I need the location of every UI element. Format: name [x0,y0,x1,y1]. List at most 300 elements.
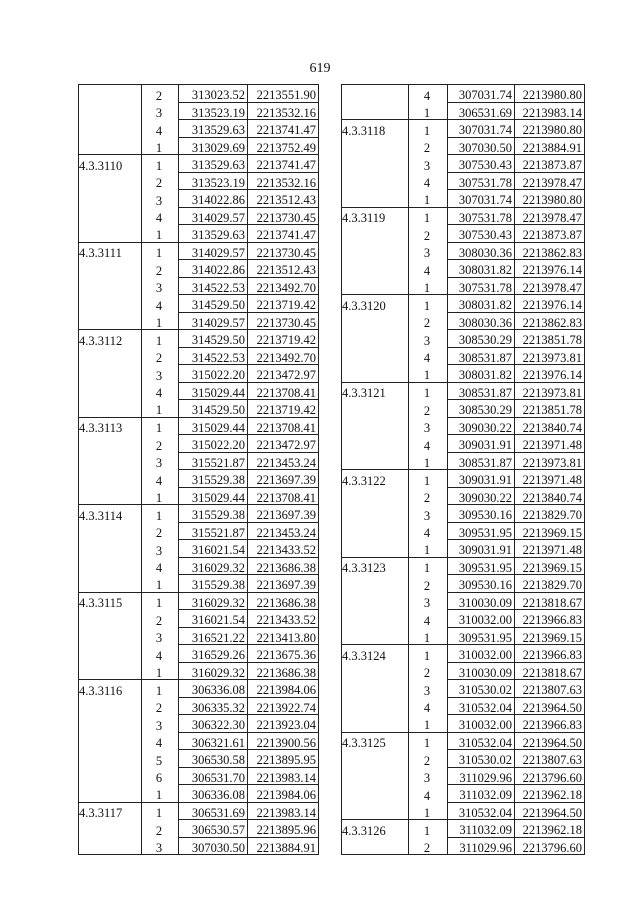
table-row [79,820,319,838]
y-coordinate-cell: 2213719.42 [248,400,319,418]
y-coordinate-cell: 2213433.52 [248,540,319,558]
y-coordinate-cell: 2213969.15 [515,627,585,645]
y-coordinate-cell: 2213730.45 [248,242,319,260]
x-coordinate-cell: 306530.57 [179,820,248,838]
y-coordinate-cell: 2213807.63 [515,750,585,768]
table-row [342,802,585,820]
x-coordinate-cell: 308531.87 [448,347,515,365]
x-coordinate-cell: 310032.00 [448,715,515,733]
parcel-id-cell [342,715,409,733]
x-coordinate-cell: 308530.29 [448,400,515,418]
y-coordinate-cell: 2213980.80 [515,85,585,103]
point-number-cell: 1 [142,662,179,680]
x-coordinate-cell: 313523.19 [179,102,248,120]
x-coordinate-cell: 310032.00 [448,645,515,663]
y-coordinate-cell: 2213895.96 [248,820,319,838]
y-coordinate-cell: 2213973.81 [515,347,585,365]
x-coordinate-cell: 306336.08 [179,785,248,803]
table-row [79,85,319,103]
x-coordinate-cell: 308031.82 [448,295,515,313]
x-coordinate-cell: 307531.78 [448,172,515,190]
y-coordinate-cell: 2213851.78 [515,330,585,348]
point-number-cell: 3 [142,837,179,855]
x-coordinate-cell: 310530.02 [448,750,515,768]
parcel-id-cell [79,627,142,645]
parcel-id-cell [342,347,409,365]
y-coordinate-cell: 2213862.83 [515,242,585,260]
table-row [342,697,585,715]
point-number-cell: 3 [142,365,179,383]
y-coordinate-cell: 2213697.39 [248,575,319,593]
table-row [79,382,319,400]
parcel-id-cell [79,837,142,855]
point-number-cell: 4 [409,697,448,715]
table-row [79,715,319,733]
x-coordinate-cell: 314529.50 [179,400,248,418]
point-number-cell: 1 [142,487,179,505]
x-coordinate-cell: 307530.43 [448,155,515,173]
x-coordinate-cell: 310030.09 [448,592,515,610]
table-row [342,277,585,295]
point-number-cell: 1 [142,330,179,348]
point-number-cell: 1 [142,225,179,243]
point-number-cell: 3 [142,452,179,470]
table-row [342,627,585,645]
table-row [79,505,319,523]
y-coordinate-cell: 2213697.39 [248,505,319,523]
parcel-id-cell [342,452,409,470]
table-row [342,102,585,120]
x-coordinate-cell: 307030.50 [179,837,248,855]
parcel-id-cell [79,225,142,243]
parcel-id-cell: 4.3.3121 [342,382,409,400]
point-number-cell: 2 [409,137,448,155]
point-number-cell: 3 [409,592,448,610]
parcel-id-cell [79,85,142,103]
x-coordinate-cell: 309031.91 [448,470,515,488]
point-number-cell: 1 [409,732,448,750]
y-coordinate-cell: 2213472.97 [248,435,319,453]
parcel-id-cell [342,260,409,278]
point-number-cell: 1 [142,785,179,803]
point-number-cell: 3 [409,155,448,173]
y-coordinate-cell: 2213829.70 [515,505,585,523]
point-number-cell: 1 [142,575,179,593]
point-number-cell: 4 [409,260,448,278]
table-row [342,470,585,488]
y-coordinate-cell: 2213453.24 [248,452,319,470]
y-coordinate-cell: 2213697.39 [248,470,319,488]
table-row [79,802,319,820]
point-number-cell: 1 [142,417,179,435]
parcel-id-cell [79,365,142,383]
table-row [79,225,319,243]
table-row [79,120,319,138]
point-number-cell: 3 [142,540,179,558]
y-coordinate-cell: 2213730.45 [248,207,319,225]
x-coordinate-cell: 308531.87 [448,452,515,470]
x-coordinate-cell: 309530.16 [448,575,515,593]
table-row [342,785,585,803]
point-number-cell: 4 [142,207,179,225]
y-coordinate-cell: 2213829.70 [515,575,585,593]
x-coordinate-cell: 314522.53 [179,277,248,295]
table-row [79,435,319,453]
y-coordinate-cell: 2213818.67 [515,592,585,610]
y-coordinate-cell: 2213532.16 [248,102,319,120]
point-number-cell: 1 [409,715,448,733]
x-coordinate-cell: 309031.91 [448,540,515,558]
parcel-id-cell [342,417,409,435]
table-row [342,592,585,610]
x-coordinate-cell: 307531.78 [448,207,515,225]
parcel-id-cell [342,85,409,103]
x-coordinate-cell: 315521.87 [179,522,248,540]
point-number-cell: 2 [142,820,179,838]
x-coordinate-cell: 306335.32 [179,697,248,715]
y-coordinate-cell: 2213964.50 [515,732,585,750]
parcel-id-cell [342,190,409,208]
table-row [342,85,585,103]
y-coordinate-cell: 2213973.81 [515,382,585,400]
point-number-cell: 2 [409,837,448,855]
point-number-cell: 2 [142,85,179,103]
parcel-id-cell: 4.3.3117 [79,802,142,820]
y-coordinate-cell: 2213686.38 [248,592,319,610]
x-coordinate-cell: 308531.87 [448,382,515,400]
table-row [79,470,319,488]
point-number-cell: 1 [409,470,448,488]
point-number-cell: 1 [142,155,179,173]
parcel-id-cell [79,102,142,120]
parcel-id-cell [79,137,142,155]
parcel-id-cell: 4.3.3124 [342,645,409,663]
table-row [342,715,585,733]
parcel-id-cell [342,785,409,803]
parcel-id-cell [342,172,409,190]
y-coordinate-cell: 2213492.70 [248,347,319,365]
y-coordinate-cell: 2213551.90 [248,85,319,103]
x-coordinate-cell: 314022.86 [179,260,248,278]
parcel-id-cell [79,697,142,715]
x-coordinate-cell: 311032.09 [448,820,515,838]
y-coordinate-cell: 2213840.74 [515,417,585,435]
point-number-cell: 2 [409,312,448,330]
x-coordinate-cell: 313529.63 [179,120,248,138]
x-coordinate-cell: 315529.38 [179,470,248,488]
parcel-id-cell [342,102,409,120]
y-coordinate-cell: 2213978.47 [515,277,585,295]
point-number-cell: 3 [142,277,179,295]
table-row [342,155,585,173]
point-number-cell: 3 [409,417,448,435]
point-number-cell: 1 [409,627,448,645]
parcel-id-cell: 4.3.3126 [342,820,409,838]
point-number-cell: 2 [142,435,179,453]
x-coordinate-cell: 314029.57 [179,312,248,330]
page-number: 619 [309,61,331,76]
x-coordinate-cell: 315029.44 [179,417,248,435]
table-row [79,540,319,558]
table-row [79,522,319,540]
table-row [79,837,319,855]
parcel-id-cell [79,785,142,803]
y-coordinate-cell: 2213971.48 [515,540,585,558]
parcel-id-cell [342,522,409,540]
point-number-cell: 4 [409,347,448,365]
parcel-id-cell [79,435,142,453]
x-coordinate-cell: 314022.86 [179,190,248,208]
table-row [342,505,585,523]
y-coordinate-cell: 2213884.91 [515,137,585,155]
table-row [342,295,585,313]
table-row [79,155,319,173]
parcel-id-cell [342,400,409,418]
parcel-id-cell [79,172,142,190]
x-coordinate-cell: 310532.04 [448,697,515,715]
point-number-cell: 1 [142,242,179,260]
x-coordinate-cell: 309531.95 [448,522,515,540]
table-row [79,417,319,435]
parcel-id-cell [342,680,409,698]
parcel-id-cell [79,575,142,593]
point-number-cell: 1 [409,120,448,138]
x-coordinate-cell: 306530.58 [179,750,248,768]
point-number-cell: 4 [142,732,179,750]
x-coordinate-cell: 306531.69 [448,102,515,120]
point-number-cell: 4 [142,470,179,488]
x-coordinate-cell: 307531.78 [448,277,515,295]
table-row [79,645,319,663]
x-coordinate-cell: 306336.08 [179,680,248,698]
x-coordinate-cell: 311029.96 [448,837,515,855]
point-number-cell: 2 [142,522,179,540]
parcel-id-cell [79,662,142,680]
y-coordinate-cell: 2213884.91 [248,837,319,855]
x-coordinate-cell: 307031.74 [448,120,515,138]
y-coordinate-cell: 2213873.87 [515,155,585,173]
table-row [342,487,585,505]
parcel-id-cell [79,715,142,733]
parcel-id-cell: 4.3.3111 [79,242,142,260]
y-coordinate-cell: 2213983.14 [248,802,319,820]
parcel-id-cell [79,120,142,138]
table-row [342,260,585,278]
y-coordinate-cell: 2213962.18 [515,820,585,838]
table-row [342,382,585,400]
table-row [342,225,585,243]
x-coordinate-cell: 313529.63 [179,155,248,173]
x-coordinate-cell: 315521.87 [179,452,248,470]
y-coordinate-cell: 2213433.52 [248,610,319,628]
point-number-cell: 3 [142,715,179,733]
table-row [342,330,585,348]
table-row [342,680,585,698]
y-coordinate-cell: 2213453.24 [248,522,319,540]
point-number-cell: 3 [142,190,179,208]
x-coordinate-cell: 308031.82 [448,365,515,383]
point-number-cell: 2 [142,697,179,715]
table-row [342,347,585,365]
parcel-id-cell [342,592,409,610]
table-row [79,312,319,330]
x-coordinate-cell: 313523.19 [179,172,248,190]
parcel-id-cell [79,312,142,330]
parcel-id-cell [79,347,142,365]
y-coordinate-cell: 2213752.49 [248,137,319,155]
table-row [79,207,319,225]
y-coordinate-cell: 2213966.83 [515,645,585,663]
table-row [79,732,319,750]
x-coordinate-cell: 307031.74 [448,190,515,208]
point-number-cell: 2 [142,260,179,278]
parcel-id-cell [342,627,409,645]
x-coordinate-cell: 307030.50 [448,137,515,155]
table-row [342,750,585,768]
parcel-id-cell [342,837,409,855]
point-number-cell: 3 [409,505,448,523]
y-coordinate-cell: 2213984.06 [248,680,319,698]
y-coordinate-cell: 2213973.81 [515,452,585,470]
y-coordinate-cell: 2213976.14 [515,365,585,383]
y-coordinate-cell: 2213840.74 [515,487,585,505]
table-row [79,242,319,260]
x-coordinate-cell: 315529.38 [179,575,248,593]
y-coordinate-cell: 2213532.16 [248,172,319,190]
x-coordinate-cell: 310532.04 [448,802,515,820]
table-row [342,540,585,558]
parcel-id-cell [342,137,409,155]
point-number-cell: 1 [142,592,179,610]
parcel-id-cell: 4.3.3116 [79,680,142,698]
table-row [79,750,319,768]
y-coordinate-cell: 2213741.47 [248,120,319,138]
parcel-id-cell [79,277,142,295]
parcel-id-cell [342,575,409,593]
table-row [79,697,319,715]
point-number-cell: 2 [409,575,448,593]
parcel-id-cell [342,540,409,558]
point-number-cell: 4 [142,382,179,400]
point-number-cell: 1 [409,540,448,558]
y-coordinate-cell: 2213983.14 [248,767,319,785]
point-number-cell: 6 [142,767,179,785]
parcel-id-cell: 4.3.3113 [79,417,142,435]
y-coordinate-cell: 2213862.83 [515,312,585,330]
point-number-cell: 5 [142,750,179,768]
point-number-cell: 1 [409,365,448,383]
y-coordinate-cell: 2213873.87 [515,225,585,243]
y-coordinate-cell: 2213492.70 [248,277,319,295]
x-coordinate-cell: 316521.22 [179,627,248,645]
table-row [79,295,319,313]
x-coordinate-cell: 311032.09 [448,785,515,803]
y-coordinate-cell: 2213796.60 [515,837,585,855]
parcel-id-cell [342,277,409,295]
parcel-id-cell: 4.3.3114 [79,505,142,523]
y-coordinate-cell: 2213971.48 [515,435,585,453]
x-coordinate-cell: 309031.91 [448,435,515,453]
table-row [342,575,585,593]
x-coordinate-cell: 309030.22 [448,417,515,435]
y-coordinate-cell: 2213686.38 [248,662,319,680]
table-row [342,662,585,680]
table-row [342,417,585,435]
table-row [79,610,319,628]
point-number-cell: 2 [409,750,448,768]
point-number-cell: 2 [409,225,448,243]
table-row [342,645,585,663]
parcel-id-cell [342,697,409,715]
y-coordinate-cell: 2213413.80 [248,627,319,645]
table-row [342,365,585,383]
point-number-cell: 1 [409,452,448,470]
table-row [342,820,585,838]
y-coordinate-cell: 2213719.42 [248,295,319,313]
y-coordinate-cell: 2213978.47 [515,207,585,225]
parcel-id-cell [79,207,142,225]
table-row [79,172,319,190]
x-coordinate-cell: 308030.36 [448,312,515,330]
table-row [342,557,585,575]
x-coordinate-cell: 309531.95 [448,557,515,575]
table-row [79,662,319,680]
point-number-cell: 4 [142,295,179,313]
y-coordinate-cell: 2213818.67 [515,662,585,680]
x-coordinate-cell: 310530.02 [448,680,515,698]
y-coordinate-cell: 2213971.48 [515,470,585,488]
point-number-cell: 2 [142,172,179,190]
x-coordinate-cell: 314522.53 [179,347,248,365]
x-coordinate-cell: 308530.29 [448,330,515,348]
point-number-cell: 1 [409,820,448,838]
point-number-cell: 3 [409,680,448,698]
point-number-cell: 4 [409,85,448,103]
parcel-id-cell [342,225,409,243]
parcel-id-cell [342,155,409,173]
parcel-id-cell [342,365,409,383]
y-coordinate-cell: 2213730.45 [248,312,319,330]
y-coordinate-cell: 2213512.43 [248,190,319,208]
parcel-id-cell [342,610,409,628]
parcel-id-cell [342,435,409,453]
point-number-cell: 1 [409,190,448,208]
table-row [79,400,319,418]
x-coordinate-cell: 308030.36 [448,242,515,260]
table-row [79,347,319,365]
x-coordinate-cell: 315022.20 [179,435,248,453]
table-row [79,487,319,505]
x-coordinate-cell: 309030.22 [448,487,515,505]
parcel-id-cell [342,505,409,523]
table-row [79,592,319,610]
parcel-id-cell [79,767,142,785]
parcel-id-cell [79,260,142,278]
point-number-cell: 4 [409,172,448,190]
point-number-cell: 4 [142,557,179,575]
y-coordinate-cell: 2213984.06 [248,785,319,803]
parcel-id-cell [79,610,142,628]
coordinates-table-right [341,84,585,855]
table-row [342,400,585,418]
y-coordinate-cell: 2213741.47 [248,155,319,173]
point-number-cell: 1 [142,680,179,698]
x-coordinate-cell: 307031.74 [448,85,515,103]
parcel-id-cell [79,522,142,540]
parcel-id-cell [79,820,142,838]
point-number-cell: 4 [409,610,448,628]
table-row [79,137,319,155]
